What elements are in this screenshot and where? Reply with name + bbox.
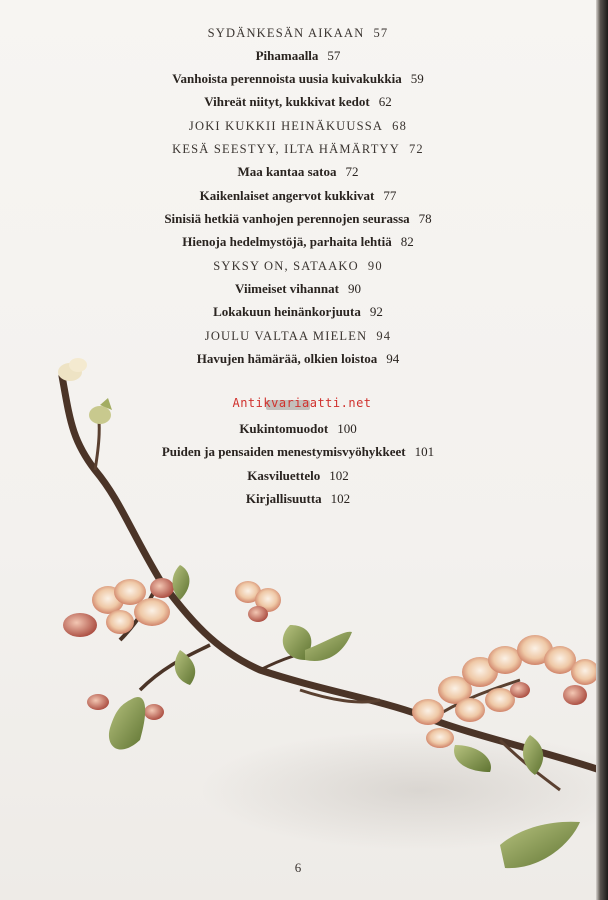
toc-page: 59 [410, 71, 424, 86]
toc-title: Kasviluettelo [247, 468, 321, 483]
toc-title: Kaikenlaiset angervot kukkivat [199, 188, 375, 203]
toc-page: 100 [337, 421, 357, 436]
toc-page: 68 [392, 119, 408, 133]
toc-title: SYKSY ON, SATAAKO [213, 259, 359, 273]
toc-title: KESÄ SEESTYY, ILTA HÄMÄRTYY [172, 142, 400, 156]
toc-page: 90 [347, 281, 361, 296]
toc-title: Kukintomuodot [239, 421, 329, 436]
book-spine-edge [596, 0, 608, 900]
toc-title: Vihreät niityt, kukkivat kedot [204, 94, 370, 109]
toc-title: Viimeiset vihannat [235, 281, 339, 296]
toc-title: Havujen hämärää, olkien loistoa [196, 351, 378, 366]
toc-title: Hienoja hedelmystöjä, parhaita lehtiä [182, 234, 392, 249]
toc-page: 72 [408, 142, 424, 156]
toc-page: 94 [386, 351, 400, 366]
toc-page: 57 [373, 26, 389, 40]
toc-page: 90 [367, 259, 383, 273]
toc-title: Maa kantaa satoa [237, 164, 337, 179]
toc-page: 77 [383, 188, 397, 203]
toc-page: 102 [330, 491, 351, 506]
toc-page: 82 [400, 234, 414, 249]
toc-title: Sinisiä hetkiä vanhojen perennojen seurassa [164, 211, 410, 226]
watermark: Antikvariaatti.net [232, 396, 372, 410]
toc-title: Kirjallisuutta [245, 491, 322, 506]
page-number: 6 [294, 860, 302, 875]
toc-page: 94 [376, 329, 392, 343]
toc-title: Puiden ja pensaiden menestymisvyöhykkeet [161, 444, 406, 459]
toc-title: Vanhoista perennoista uusia kuivakukkia [172, 71, 402, 86]
toc-page: 72 [345, 164, 359, 179]
toc-title: SYDÄNKESÄN AIKAAN [207, 26, 365, 40]
toc-page: 101 [414, 444, 435, 459]
toc-page: 57 [327, 48, 341, 63]
toc-title: Lokakuun heinänkorjuuta [213, 304, 361, 319]
toc-title: JOKI KUKKII HEINÄKUUSSA [188, 119, 384, 133]
toc-page: 62 [378, 94, 392, 109]
toc-title: Pihamaalla [255, 48, 319, 63]
toc-page: 92 [369, 304, 383, 319]
toc-title: JOULU VALTAA MIELEN [204, 329, 368, 343]
toc-page: 102 [329, 468, 349, 483]
toc-page: 78 [418, 211, 432, 226]
